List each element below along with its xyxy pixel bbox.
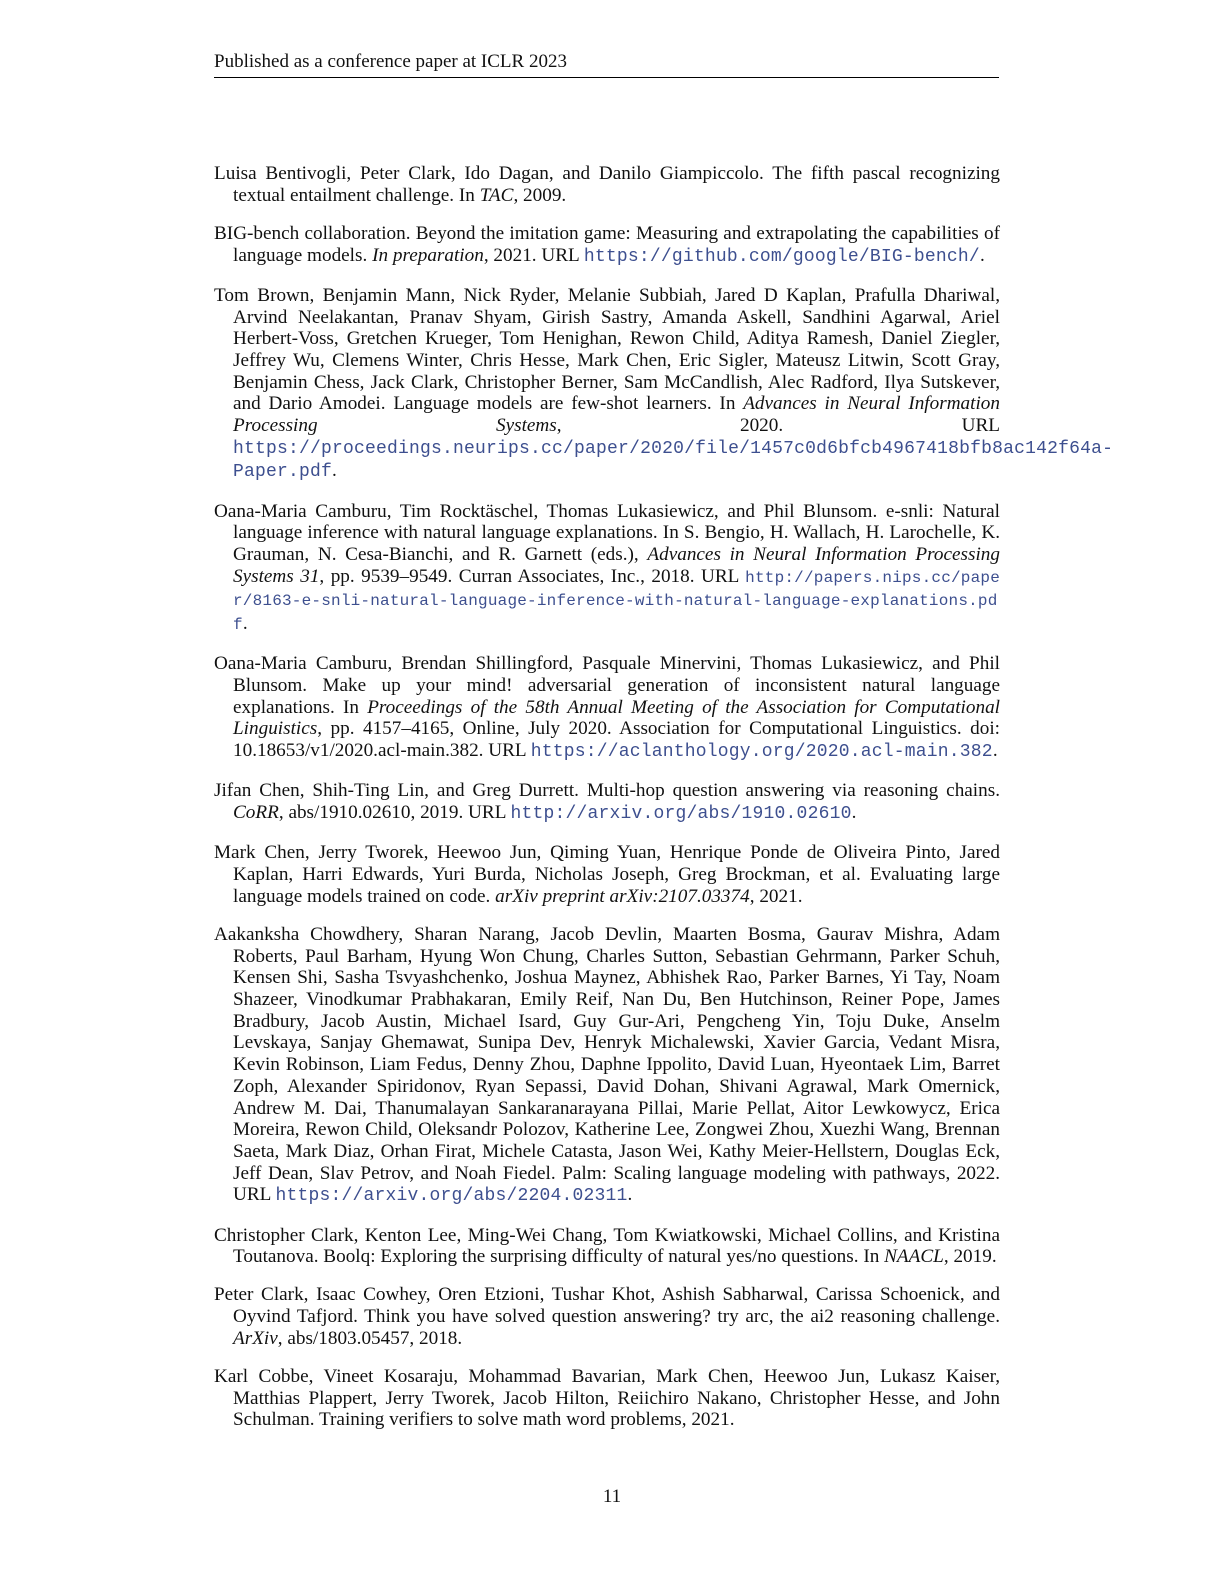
reference-text: Oana-Maria Camburu, Brendan Shillingford, Pasquale Minervini, Thomas Lukasiewicz, and Phil Blunsom. Make up your mind! adversarial generation of inconsistent natural language explanations. In (214, 653, 1000, 718)
reference-text: Oana-Maria Camburu, Tim Rocktäschel, Thomas Lukasiewicz, and Phil Blunsom. e-snli: Natural language inference with natural language explanations. In S. Bengio, H. Wallach, H. Larochelle, K. Grauman, N. Cesa-Bianchi, and R. Garnett (eds.), (214, 500, 1000, 566)
reference-venue: TAC (479, 184, 514, 206)
reference-text: , 2021. URL (483, 244, 584, 266)
reference-text: Christopher Clark, Kenton Lee, Ming-Wei Chang, Tom Kwiatkowski, Michael Collins, and Kristina Toutanova. Boolq: Exploring the surprising difficulty of natural yes/no questions. In (214, 1224, 1000, 1268)
reference-text: Jifan Chen, Shih-Ting Lin, and Greg Durrett. Multi-hop question answering via reasoning chains. (214, 780, 1000, 802)
reference-item (214, 284, 1114, 484)
reference-text: , 2009. (513, 184, 567, 206)
reference-text: Karl Cobbe, Vineet Kosaraju, Mohammad Bavarian, Mark Chen, Heewoo Jun, Lukasz Kaiser, Matthias Plappert, Jerry Tworek, Jacob Hilton, Reiichiro Nakano, Christopher Hesse, and John Schulman. Training verifiers to solve math word problems, 2021. (214, 1366, 1000, 1431)
reference-text: . (332, 460, 337, 482)
reference-url-link[interactable]: https://github.com/google/BIG-bench/ (583, 246, 980, 267)
reference-url-link[interactable]: http://papers.nips.cc/paper/8163-e-snli-natural-language-inference-with-natural-language-explanations.pdf (233, 568, 1001, 635)
reference-item (214, 163, 1000, 206)
reference-url-link[interactable]: https://aclanthology.org/2020.acl-main.382 (530, 742, 993, 763)
reference-text: BIG-bench collaboration. Beyond the imitation game: Measuring and extrapolating the capabilities of language models. (214, 222, 1000, 266)
reference-item (214, 1366, 1000, 1431)
running-header: Published as a conference paper at ICLR 2023 (214, 50, 999, 78)
reference-item (214, 1284, 1000, 1349)
reference-text: . (242, 613, 248, 635)
reference-item (214, 924, 1000, 1208)
reference-text: , pp. 4157–4165, Online, July 2020. Association for Computational Linguistics. doi: 10.18653/v1/2020.acl-main.382. URL (233, 718, 1000, 762)
reference-text: Luisa Bentivogli, Peter Clark, Ido Dagan, and Danilo Giampiccolo. The fifth pascal recognizing textual entailment challenge. In (214, 163, 1000, 206)
reference-venue: Proceedings of the 58th Annual Meeting of the Association for Computational Linguistics (233, 696, 1000, 740)
reference-text: , 2019. (943, 1246, 997, 1268)
reference-text: , abs/1910.02610, 2019. URL (278, 802, 511, 824)
reference-item (214, 842, 1000, 907)
reference-text: Mark Chen, Jerry Tworek, Heewoo Jun, Qiming Yuan, Henrique Ponde de Oliveira Pinto, Jared Kaplan, Harri Edwards, Yuri Burda, Nicholas Joseph, Greg Brockman, et al. Evaluating large language models trained on code. (214, 842, 1000, 907)
reference-venue: arXiv preprint arXiv:2107.03374 (495, 885, 750, 907)
reference-venue: Advances in Neural Information Processing Systems (233, 393, 1000, 437)
reference-venue: CoRR (233, 802, 279, 824)
page-number: 11 (602, 1486, 622, 1507)
reference-text: Aakanksha Chowdhery, Sharan Narang, Jacob Devlin, Maarten Bosma, Gaurav Mishra, Adam Roberts, Paul Barham, Hyung Won Chung, Charles Sutton, Sebastian Gehrmann, Parker Schuh, Kensen Shi, Sasha Tsvyashchenko, Joshua Maynez, Abhishek Rao, Parker Barnes, Yi Tay, Noam Shazeer, Vinodkumar Prabhakaran, Emily Reif, Nan Du, Ben Hutchinson, Reiner Pope, James Bradbury, Jacob Austin, Michael Isard, Guy Gur-Ari, Pengcheng Yin, Toju Duke, Anselm Levskaya, Sanjay Ghemawat, Sunipa Dev, Henryk Michalewski, Xavier Garcia, Vedant Misra, Kevin Robinson, Liam Fedus, Denny Zhou, Daphne Ippolito, David Luan, Hyeontaek Lim, Barret Zoph, Alexander Spiridonov, Ryan Sepassi, David Dohan, Shivani Agrawal, Mark Omernick, Andrew M. Dai, Thanumalayan Sankaranarayana Pillai, Marie Pellat, Aitor Lewkowycz, Erica Moreira, Rewon Child, Oleksandr Polozov, Katherine Lee, Zongwei Zhou, Xuezhi Wang, Brennan Saeta, Mark Diaz, Orhan Firat, Michele Catasta, Jason Wei, Kathy Meier-Hellstern, Douglas Eck, Jeff Dean, Slav Petrov, and Noah Fiedel. Palm: Scaling language modeling with pathways, 2022. URL (214, 923, 1000, 1206)
reference-text: . (979, 244, 985, 266)
reference-text: , abs/1803.05457, 2018. (277, 1327, 463, 1349)
reference-text: . (992, 740, 998, 762)
reference-text: , pp. 9539–9549. Curran Associates, Inc., 2018. URL (319, 565, 746, 587)
reference-item (214, 653, 1000, 764)
reference-list (214, 163, 1114, 1448)
reference-text: Peter Clark, Isaac Cowhey, Oren Etzioni, Tushar Khot, Ashish Sabharwal, Carissa Schoenick, and Oyvind Tafjord. Think you have solved question answering? try arc, the ai2 reasoning challenge. (214, 1284, 1000, 1328)
reference-venue: In preparation (372, 244, 484, 266)
reference-item (214, 223, 1000, 268)
reference-item (214, 1225, 1000, 1268)
reference-url-link[interactable]: http://arxiv.org/abs/1910.02610 (510, 804, 852, 825)
reference-text: . (851, 802, 857, 824)
reference-venue: NAACL (884, 1246, 944, 1268)
reference-url-link[interactable]: https://arxiv.org/abs/2204.02311 (275, 1186, 628, 1207)
reference-text: , 2021. (749, 885, 803, 907)
reference-url-link[interactable]: https://proceedings.neurips.cc/paper/2020/file/1457c0d6bfcb4967418bfb8ac142f64a-Paper.pdf (233, 438, 1114, 483)
reference-venue: ArXiv (233, 1327, 278, 1349)
reference-venue: Advances in Neural Information Processing Systems 31 (233, 544, 1000, 587)
reference-text: . (627, 1184, 633, 1206)
reference-item (214, 780, 1000, 825)
reference-item (214, 501, 1000, 637)
reference-text: Tom Brown, Benjamin Mann, Nick Ryder, Melanie Subbiah, Jared D Kaplan, Prafulla Dhariwal, Arvind Neelakantan, Pranav Shyam, Girish Sastry, Amanda Askell, Sandhini Agarwal, Ariel Herbert-Voss, Gretchen Krueger, Tom Henighan, Rewon Child, Aditya Ramesh, Daniel Ziegler, Jeffrey Wu, Clemens Winter, Chris Hesse, Mark Chen, Eric Sigler, Mateusz Litwin, Scott Gray, Benjamin Chess, Jack Clark, Christopher Berner, Sam McCandlish, Alec Radford, Ilya Sutskever, and Dario Amodei. Language models are few-shot learners. In (214, 284, 1000, 415)
reference-text: , 2020. URL (556, 415, 1000, 437)
